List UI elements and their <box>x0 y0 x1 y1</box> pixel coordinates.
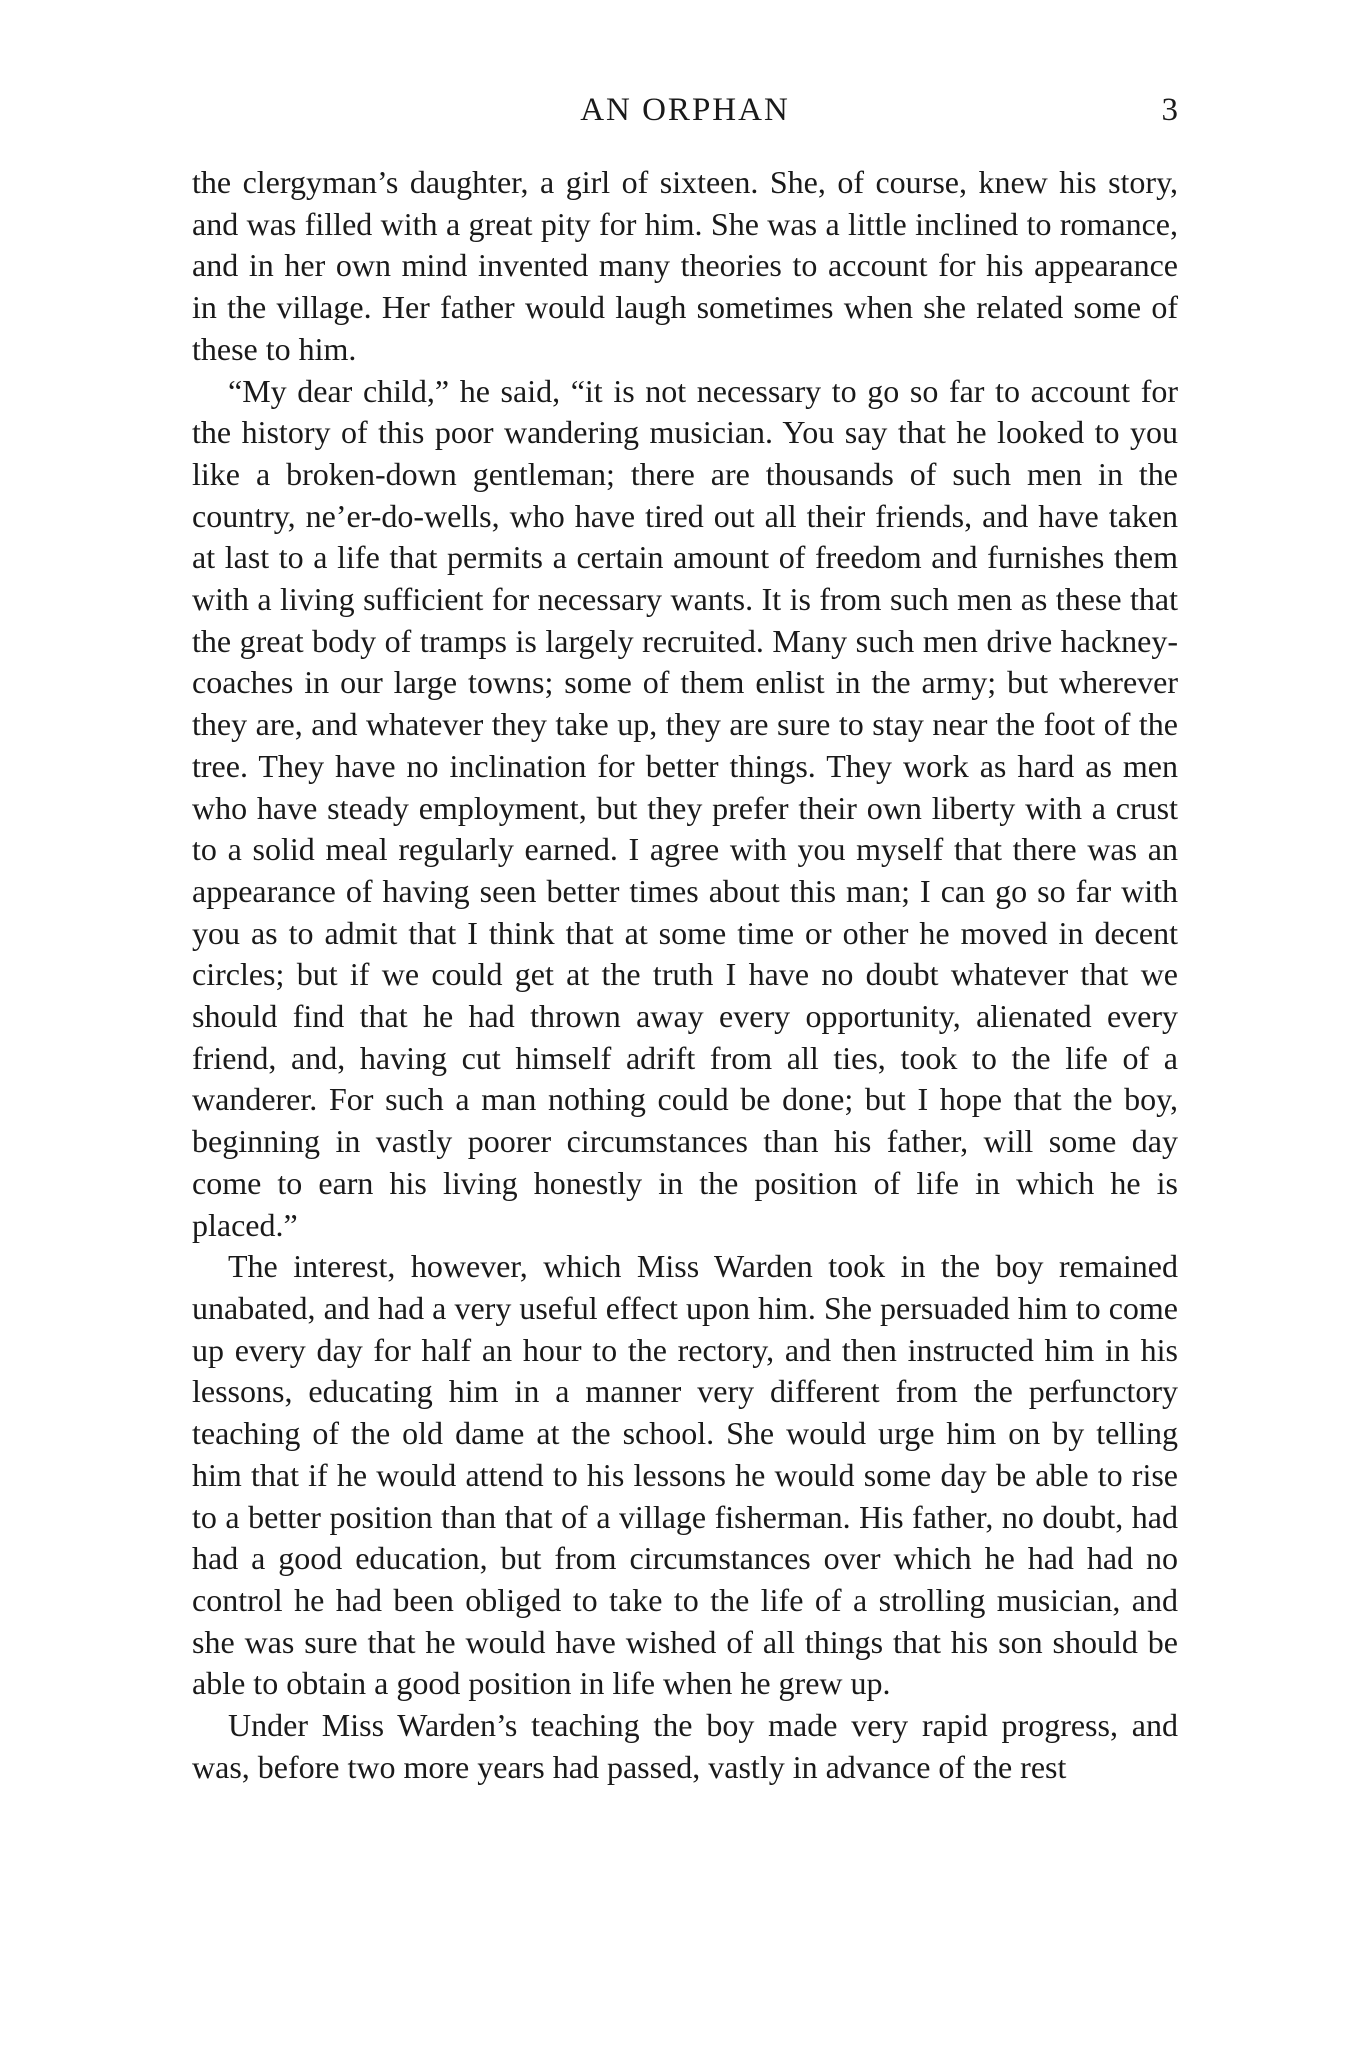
paragraph: Under Miss Warden’s teaching the boy made very rapid progress, and was, before two more years had passed, vastly in advance of the rest <box>192 1707 1178 1785</box>
running-header <box>192 92 1178 140</box>
paragraph-continued: the clergyman’s daughter, a girl of sixteen. She, of course, knew his story, and was filled with a great pity for him. She was a little inclined to romance, and in her own mind invented many theories to account for his appearance in the village. Her father would laugh sometimes when she related some of these to him. <box>192 164 1178 367</box>
paragraph: “My dear child,” he said, “it is not necessary to go so far to account for the history of this poor wandering musician. You say that he looked to you like a broken-down gentleman; there are thousands of such men in the country, ne’er-do-wells, who have tired out all their friends, and have taken at last to a life that permits a certain amount of freedom and furnishes them with a living sufficient for necessary wants. It is from such men as these that the great body of tramps is largely recruited. Many such men drive hackney-coaches in our large towns; some of them enlist in the army; but wherever they are, and whatever they take up, they are sure to stay near the foot of the tree. They have no inclination for better things. They work as hard as men who have steady employment, but they prefer their own liberty with a crust to a solid meal regularly earned. I agree with you myself that there was an appearance of having seen better times about this man; I can go so far with you as to admit that I think that at some time or other he moved in decent circles; but if we could get at the truth I have no doubt whatever that we should find that he had thrown away every opportunity, alienated every friend, and, having cut himself adrift from all ties, took to the life of a wanderer. For such a man nothing could be done; but I hope that the boy, beginning in vastly poorer circumstances than his father, will some day come to earn his living honestly in the position of life in which he is placed.” <box>192 372 1178 1243</box>
page-number: 3 <box>1161 92 1178 128</box>
book-page <box>192 92 1178 1788</box>
running-title: AN ORPHAN <box>580 92 790 128</box>
paragraph: The interest, however, which Miss Warden took in the boy remained unabated, and had a very useful effect upon him. She persuaded him to come up every day for half an hour to the rectory, and then instructed him in his lessons, educating him in a manner very different from the perfunctory teaching of the old dame at the school. She would urge him on by telling him that if he would attend to his lessons he would some day be able to rise to a better position than that of a village fisherman. His father, no doubt, had had a good education, but from circumstances over which he had had no control he had been obliged to take to the life of a strolling musician, and she was sure that he would have wished of all things that his son should be able to obtain a good position in life when he grew up. <box>192 1248 1178 1702</box>
body-text <box>192 162 1178 1788</box>
